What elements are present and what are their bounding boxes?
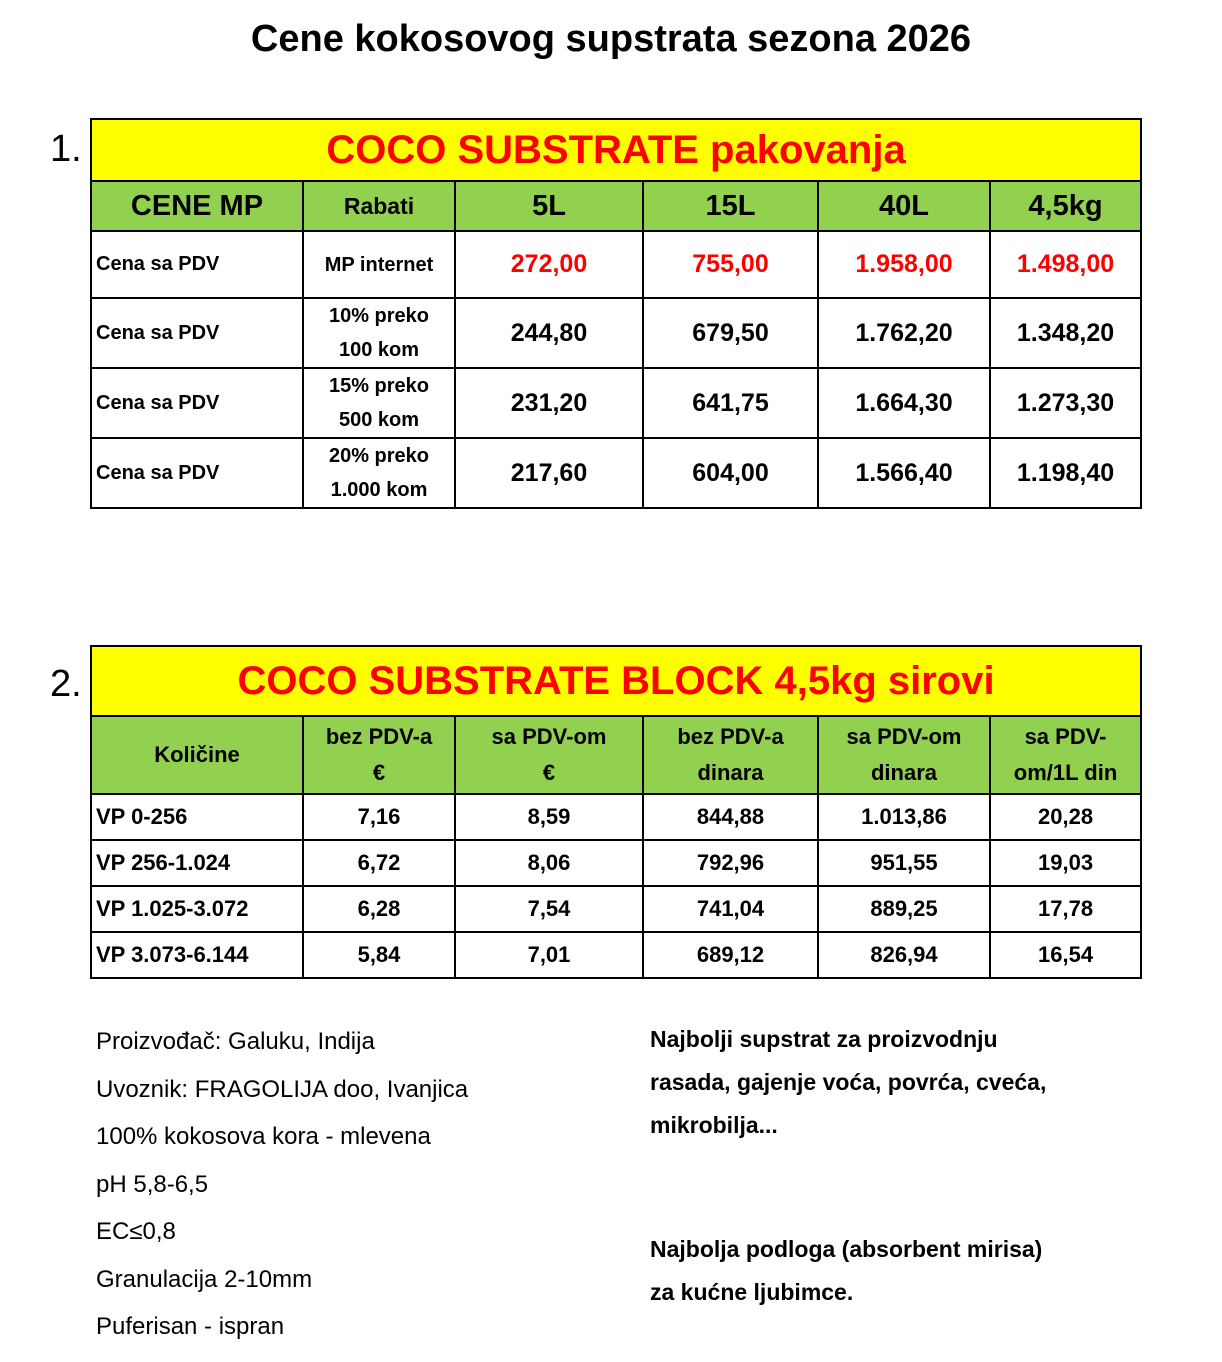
price-cell: 641,75 [643,368,818,438]
table-row [91,438,1141,508]
col-header-rabati: Rabati [303,181,455,231]
price-cell: 826,94 [818,932,990,978]
note-line: Najbolja podloga (absorbent mirisa) [650,1236,1043,1262]
quantity-cell: VP 256-1.024 [91,840,303,886]
product-info [96,1018,468,1351]
rabat-line: 500 kom [338,409,420,431]
info-line: EC≤0,8 [96,1218,176,1245]
rabat-cell [303,298,455,368]
header-line: € [542,760,556,785]
price-cell: 679,50 [643,298,818,368]
note-line: Najbolji supstrat za proizvodnju [650,1026,998,1052]
note-line: za kućne ljubimce. [650,1279,854,1305]
rabat-line: 10% preko [328,305,430,327]
col-header-bez-pdv-din [643,716,818,794]
section2-banner: COCO SUBSTRATE BLOCK 4,5kg sirovi [91,646,1141,716]
section1-banner: COCO SUBSTRATE pakovanja [91,119,1141,181]
price-cell: 689,12 [643,932,818,978]
col-header-5l: 5L [455,181,643,231]
table-row [91,231,1141,298]
rabat-line: 20% preko [328,445,430,467]
header-line: € [372,760,386,785]
price-cell: 1.762,20 [818,298,990,368]
note-line: rasada, gajenje voća, povrća, cveća, [650,1069,1047,1095]
price-cell: 272,00 [455,231,643,298]
section1-number: 1. [50,128,82,170]
price-cell: 604,00 [643,438,818,508]
col-header-40l: 40L [818,181,990,231]
price-cell: 231,20 [455,368,643,438]
row-label: Cena sa PDV [91,231,303,298]
info-line: Puferisan - ispran [96,1313,285,1340]
rabat-line: MP internet [324,253,434,276]
price-cell: 8,59 [455,794,643,840]
price-cell: 844,88 [643,794,818,840]
block-price-table [90,645,1142,979]
header-line: sa PDV-om [491,724,607,749]
price-cell: 244,80 [455,298,643,368]
price-cell: 755,00 [643,231,818,298]
col-header-sa-pdv-eur [455,716,643,794]
info-line: pH 5,8-6,5 [96,1170,209,1198]
rabat-cell [303,231,455,298]
price-cell: 17,78 [990,886,1141,932]
price-cell: 16,54 [990,932,1141,978]
col-header-bez-pdv-eur [303,716,455,794]
col-header-4-5kg: 4,5kg [990,181,1141,231]
price-cell: 1.498,00 [990,231,1141,298]
header-line: bez PDV-a [325,724,433,749]
price-cell: 7,01 [455,932,643,978]
info-line: Proizvođač: Galuku, Indija [96,1028,375,1055]
header-line: bez PDV-a [677,724,784,749]
table-row [91,794,1141,840]
table-row [91,840,1141,886]
price-cell: 1.348,20 [990,298,1141,368]
price-cell: 1.273,30 [990,368,1141,438]
info-line: Granulacija 2-10mm [96,1265,313,1293]
info-line: 100% kokosova kora - mlevena [96,1123,431,1150]
table-row [91,368,1141,438]
row-label: Cena sa PDV [91,438,303,508]
row-label: Cena sa PDV [91,368,303,438]
price-cell: 7,16 [303,794,455,840]
header-line: sa PDV- [1024,724,1107,749]
table-row [91,886,1141,932]
note-line: mikrobilja... [650,1112,778,1138]
col-header-sa-pdv-per-liter [990,716,1141,794]
header-line: sa PDV-om [846,724,962,749]
section2-number: 2. [50,663,82,705]
header-line: dinara [697,760,764,785]
page-title: Cene kokosovog supstrata sezona 2026 [250,18,972,60]
price-cell: 7,54 [455,886,643,932]
quantity-cell: VP 1.025-3.072 [91,886,303,932]
usage-note-pets [650,1228,1170,1314]
price-cell: 1.198,40 [990,438,1141,508]
row-label: Cena sa PDV [91,298,303,368]
usage-note-substrate [650,1018,1170,1147]
rabat-cell [303,438,455,508]
table-row [91,932,1141,978]
price-cell: 1.013,86 [818,794,990,840]
price-cell: 792,96 [643,840,818,886]
price-cell: 6,28 [303,886,455,932]
rabat-line: 1.000 kom [330,479,428,501]
price-cell: 889,25 [818,886,990,932]
col-header-kolicine [91,716,303,794]
price-cell: 217,60 [455,438,643,508]
header-line: dinara [870,760,938,785]
rabat-cell [303,368,455,438]
price-cell: 741,04 [643,886,818,932]
price-cell: 1.566,40 [818,438,990,508]
price-cell: 1.664,30 [818,368,990,438]
col-header-15l: 15L [643,181,818,231]
rabat-line: 100 kom [338,339,420,361]
price-cell: 6,72 [303,840,455,886]
price-cell: 5,84 [303,932,455,978]
price-cell: 19,03 [990,840,1141,886]
col-header-sa-pdv-din [818,716,990,794]
quantity-cell: VP 0-256 [91,794,303,840]
table-row [91,298,1141,368]
header-line: om/1L din [1013,760,1118,785]
rabat-line: 15% preko [328,375,430,397]
quantity-cell: VP 3.073-6.144 [91,932,303,978]
pakovanja-price-table [90,118,1142,509]
header-line: Količine [154,742,240,767]
price-cell: 951,55 [818,840,990,886]
col-header-cene-mp: CENE MP [91,181,303,231]
price-cell: 1.958,00 [818,231,990,298]
price-cell: 20,28 [990,794,1141,840]
price-cell: 8,06 [455,840,643,886]
info-line: Uvoznik: FRAGOLIJA doo, Ivanjica [96,1075,469,1103]
